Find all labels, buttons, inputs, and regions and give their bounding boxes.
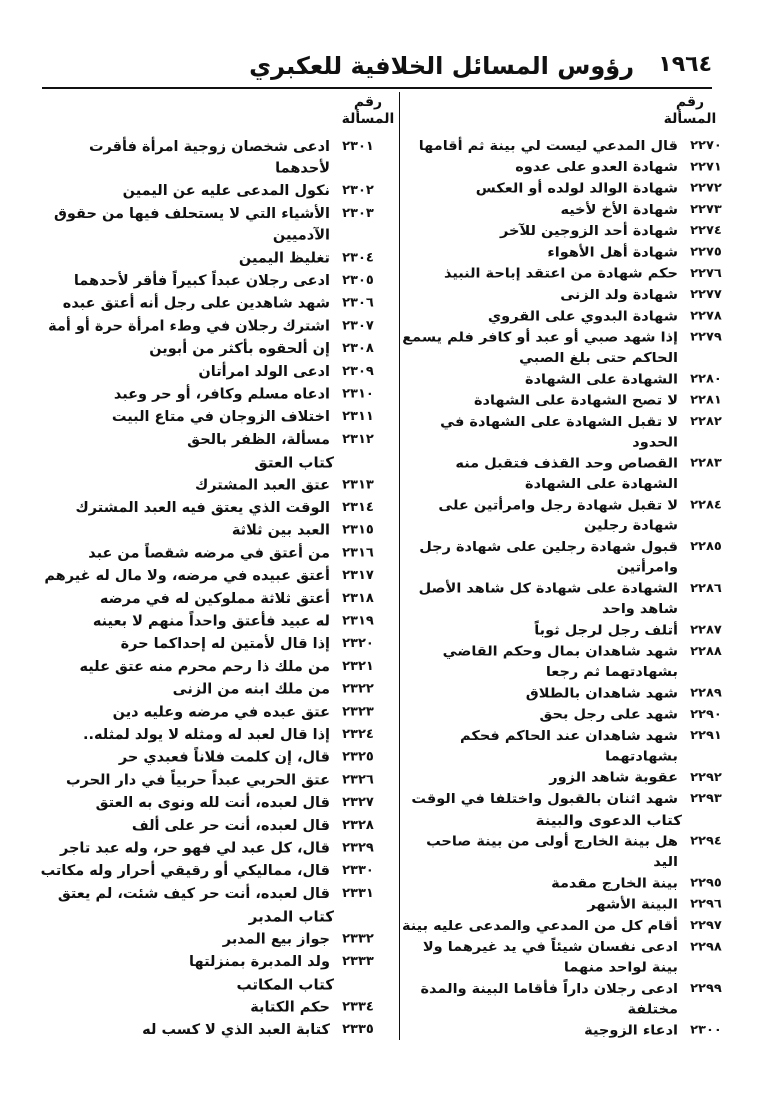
index-entry [400,873,730,893]
index-entry [40,180,382,202]
index-entry [40,475,382,497]
index-entry [400,495,730,536]
index-entry [400,1021,730,1041]
issue-title: لا تقبل الشهادة على الشهادة في الحدود [440,414,678,451]
index-entry [400,895,730,915]
right-column-heading: رقم المسألة [663,94,717,127]
issue-number: ٢٢٩٨ [690,940,722,955]
issue-title: قال المدعي ليست لي بينة ثم أقامها [418,138,678,154]
index-entry [400,200,730,220]
issue-title: قال لعبده، أنت حر على ألف [131,817,330,834]
issue-title: شهادة العدو على عدوه [515,160,678,175]
issue-title: شهد على رجل بحق [539,707,678,723]
issue-title: ادعاء الزوجية [584,1023,678,1039]
issue-number: ٢٣٠٨ [342,341,374,357]
index-entry [400,391,730,411]
issue-number: ٢٢٨٦ [690,581,722,596]
issue-number: ٢٣٣٥ [342,1022,374,1038]
issue-title: إذا قال لعبد له ومثله لا يولد لمثله.. [83,727,330,743]
issue-number: ٢٢٨٩ [690,686,722,701]
issue-number: ٢٣١٦ [342,545,374,561]
index-entry [40,951,382,973]
issue-title: قبول شهادة رجلين على شهادة رجل وامرأتين [419,539,678,576]
issue-number: ٢٣٣٠ [342,863,374,879]
index-entry [40,136,382,179]
issue-title: من ملك ذا رحم محرم منه عتق عليه [79,659,330,675]
issue-title: شهد شاهدان بمال وحكم القاضي بشهادتهما ثم رجعا [442,644,678,680]
issue-title: حكم شهادة من اعتقد إباحة النبيذ [443,266,678,282]
index-entry [40,520,382,542]
index-entry [40,588,382,610]
issue-number: ٢٣١٨ [342,590,374,606]
issue-number: ٢٢٩٦ [690,897,722,912]
issue-number: ٢٢٧٧ [690,287,722,302]
issue-number: ٢٢٩٤ [690,834,722,849]
issue-number: ٢٢٧٣ [690,202,722,217]
index-entry [400,136,730,156]
index-entry [400,684,730,704]
index-entry [40,429,382,451]
left-column-heading: رقم المسألة [341,94,395,127]
issue-title: نكول المدعى عليه عن اليمين [122,183,330,200]
index-entry [40,815,382,837]
issue-number: ٢٢٩٣ [690,791,722,806]
issue-number: ٢٢٨٧ [690,623,722,638]
issue-number: ٢٢٨١ [690,393,722,408]
index-entry [40,679,382,701]
issue-title: أعتق عبيده في مرضه، ولا مال له غيرهم [44,568,330,585]
issue-number: ٢٢٧٥ [690,245,722,260]
index-entry [400,979,730,1020]
issue-title: لا تصح الشهادة على الشهادة [473,393,678,409]
issue-title: الشهادة على الشهادة [525,372,678,388]
issue-number: ٢٢٨٣ [690,456,722,471]
issue-number: ٢٣١٣ [342,477,374,493]
issue-title: قال لعبده، أنت لله ونوى به العتق [95,795,330,812]
issue-title: عتق العبد المشترك [194,477,330,494]
issue-number: ٢٢٧٠ [690,138,722,153]
issue-number: ٢٣٠٩ [342,363,374,379]
index-entry [40,611,382,633]
index-entry [40,928,382,950]
index-entry [40,883,382,905]
issue-title: اشترك رجلان في وطء امرأة حرة أو أمة [48,318,330,335]
issue-number: ٢٢٨٥ [690,539,722,554]
index-entry [40,338,382,360]
index-entry [40,724,382,746]
issue-title: مسألة، الظفر بالحق [187,432,330,448]
issue-title: قال لعبده، أنت حر كيف شئت، لم يعتق [57,886,330,902]
issue-number: ٢٢٧٨ [690,309,722,324]
issue-title: شهادة البدوي على القروي [487,309,678,325]
issue-number: ٢٢٨٤ [690,498,722,513]
issue-title: بينة الخارج مقدمة [551,876,678,892]
index-entry [40,384,382,406]
issue-number: ٢٣٢٣ [342,704,374,720]
issue-number: ٢٢٩١ [690,728,722,743]
issue-number: ٢٣٢٧ [342,795,374,811]
issue-number: ٢٣١٠ [342,386,374,402]
issue-title: أقام كل من المدعي والمدعى عليه بينة [401,918,678,934]
issue-title: شهادة الأخ لأخيه [560,202,678,218]
issue-title: جواز بيع المدبر [222,931,330,948]
header-rule [42,87,712,89]
issue-title: العبد بين ثلاثة [231,522,330,539]
index-entry [400,537,730,578]
issue-title: هل بينة الخارج أولى من بينة صاحب اليد [426,834,678,870]
issue-title: ادعى رجلان داراً فأقاما البينة والمدة مختلفة [420,981,678,1018]
issue-title: ادعاه مسلم وكافر، أو حر وعبد [113,386,330,403]
issue-number: ٢٣٢٦ [342,772,374,788]
issue-number: ٢٣٣٣ [342,954,374,969]
issue-title: شهادة أحد الزوجين للآخر [499,224,678,239]
issue-number: ٢٣١٢ [342,432,374,447]
issue-number: ٢٢٨٢ [690,414,722,429]
running-title: رؤوس المسائل الخلافية للعكبري [249,52,635,80]
index-entry [40,701,382,723]
index-entry [400,412,730,453]
issue-number: ٢٢٩٧ [690,918,722,933]
issue-title: إذا قال لأمتين له إحداكما حرة [120,636,330,653]
index-entry [40,543,382,565]
issue-number: ٢٣٠٦ [342,295,374,311]
page-number: ١٩٦٤ [658,52,712,77]
issue-number: ٢٢٧١ [690,160,722,174]
left-index-column [40,136,382,1042]
issue-number: ٢٢٩٩ [690,981,722,996]
issue-title: القصاص وحد القذف فتقبل منه الشهادة على الشهادة [455,456,678,492]
issue-number: ٢٣٠٤ [342,250,374,266]
index-entry [40,838,382,860]
issue-title: الشهادة على شهادة كل شاهد الأصل شاهد واحد [418,581,678,617]
index-entry [40,997,382,1019]
issue-title: ولد المدبرة بمنزلتها [189,954,330,970]
index-entry [400,264,730,284]
issue-title: شهادة الوالد لولده أو العكس [475,181,678,197]
issue-title: اختلاف الزوجان في متاع البيت [111,409,330,426]
issue-title: من أعتق في مرضه شقصاً من عبد [88,545,330,562]
issue-number: ٢٣٢٨ [342,817,374,833]
issue-title: ادعى نفسان شيئاً في يد غيرهما ولا بينة لواحد منهما [422,940,678,976]
issue-number: ٢٢٩٢ [690,770,722,785]
issue-title: له عبيد فأعتق واحداً منهم لا بعينه [92,613,330,630]
issue-title: ادعى رجلان عبداً كبيراً فأقر لأحدهما [73,273,330,289]
index-entry [400,454,730,495]
issue-number: ٢٢٨٠ [690,372,722,387]
issue-number: ٢٣١٩ [342,613,374,629]
index-entry [40,747,382,769]
issue-title: قال، إن كلمت فلاناً فعبدي حر [118,749,330,766]
issue-number: ٢٣٣١ [342,886,374,901]
index-entry [40,316,382,338]
index-entry [40,293,382,315]
index-entry [400,937,730,978]
index-entry [400,916,730,936]
index-entry [40,860,382,882]
issue-number: ٢٣٠١ [342,138,374,154]
issue-number: ٢٣٣٢ [342,931,374,947]
issue-number: ٢٢٧٢ [690,181,722,196]
issue-title: قال، مماليكي أو رقيقي أحرار وله مكاتب [40,863,330,880]
issue-title: عتق الحربي عبداً حربياً في دار الحرب [65,772,330,789]
index-entry [40,1019,382,1041]
issue-number: ٢٣١٥ [342,522,374,538]
issue-number: ٢٣٠٢ [342,183,374,199]
index-entry [400,768,730,788]
index-entry [40,565,382,587]
issue-number: ٢٣٠٣ [342,206,374,221]
issue-title: الأشياء التي لا يستحلف فيها من حقوق الآدميين [53,206,330,244]
issue-number: ٢٢٨٨ [690,644,722,659]
issue-title: من ملك ابنه من الزنى [172,681,330,698]
issue-title: شهد اثنان بالقبول واختلفا في الوقت [411,791,678,807]
issue-number: ٢٣١١ [342,409,374,425]
issue-number: ٢٣٠٠ [690,1023,722,1038]
issue-title: أعتق ثلاثة مملوكين له في مرضه [99,590,330,607]
index-entry [40,656,382,678]
issue-number: ٢٢٧٤ [690,224,722,238]
index-entry [400,306,730,326]
index-entry [400,157,730,177]
index-entry [400,642,730,683]
issue-number: ٢٢٧٩ [690,330,722,345]
issue-title: شهادة أهل الأهواء [547,245,678,261]
issue-number: ٢٣٢٠ [342,636,374,652]
right-index-column [400,136,730,1042]
index-entry [40,770,382,792]
issue-number: ٢٢٩٥ [690,876,722,891]
index-entry [400,328,730,369]
issue-title: حكم الكتابة [250,999,330,1016]
index-entry [400,369,730,389]
issue-title: ادعى الولد امرأتان [198,363,330,380]
issue-number: ٢٣٢١ [342,659,374,674]
issue-number: ٢٣١٤ [342,500,374,515]
issue-title: تغليظ اليمين [238,250,330,267]
issue-title: عتق عبده في مرضه وعليه دين [112,704,330,721]
index-entry [400,579,730,620]
index-entry [400,221,730,241]
issue-title: أتلف رجل لرجل ثوباً [534,623,678,639]
index-entry [400,243,730,263]
issue-number: ٢٣٢٥ [342,749,374,765]
issue-number: ٢٣٠٥ [342,273,374,288]
issue-title: عقوبة شاهد الزور [549,770,678,786]
index-entry [40,270,382,292]
section-heading: كتاب العتق [254,453,334,472]
issue-number: ٢٣٣٤ [342,999,374,1015]
index-entry [40,406,382,428]
section-heading: كتاب المكاتب [236,975,334,994]
index-entry [40,361,382,383]
issue-title: قال، كل عبد لي فهو حر، وله عبد تاجر [59,840,330,857]
index-entry [40,633,382,655]
issue-number: ٢٣٢٩ [342,840,374,856]
issue-title: شهد شاهدان بالطلاق [525,686,678,702]
issue-number: ٢٢٧٦ [690,266,722,281]
index-entry [40,497,382,519]
index-entry [400,285,730,305]
issue-number: ٢٣٢٤ [342,727,374,742]
index-entry [40,203,382,246]
issue-title: البينة الأشهر [587,897,678,913]
issue-number: ٢٢٩٠ [690,707,722,722]
index-entry [40,248,382,270]
section-heading: كتاب المدبر [248,907,334,926]
index-entry [400,832,730,873]
issue-title: إذا شهد صبي أو عبد أو كافر فلم يسمع الحاكم حتى بلغ الصبي [402,330,678,366]
issue-title: شهادة ولد الزنى [560,287,678,303]
issue-title: الوقت الذي يعتق فيه العبد المشترك [75,500,330,516]
section-heading: كتاب الدعوى والبينة [535,812,682,829]
index-entry [400,621,730,641]
issue-title: شهد شاهدان عند الحاكم فحكم بشهادتهما [460,728,678,765]
index-entry [400,789,730,809]
issue-title: إن ألحقوه بأكثر من أبوين [149,341,330,358]
issue-number: ٢٣٢٢ [342,681,374,697]
issue-title: لا تقبل شهادة رجل وامرأتين على شهادة رجلين [438,498,678,534]
index-entry [400,726,730,767]
issue-number: ٢٣٠٧ [342,318,374,334]
issue-title: كتابة العبد الذي لا كسب له [142,1022,330,1039]
index-entry [400,705,730,725]
issue-number: ٢٣١٧ [342,568,374,584]
index-entry [400,179,730,199]
issue-title: شهد شاهدين على رجل أنه أعتق عبده [62,295,330,312]
page-header [48,52,712,84]
index-entry [40,792,382,814]
issue-title: ادعى شخصان زوجية امرأة فأقرت لأحدهما [88,138,330,177]
